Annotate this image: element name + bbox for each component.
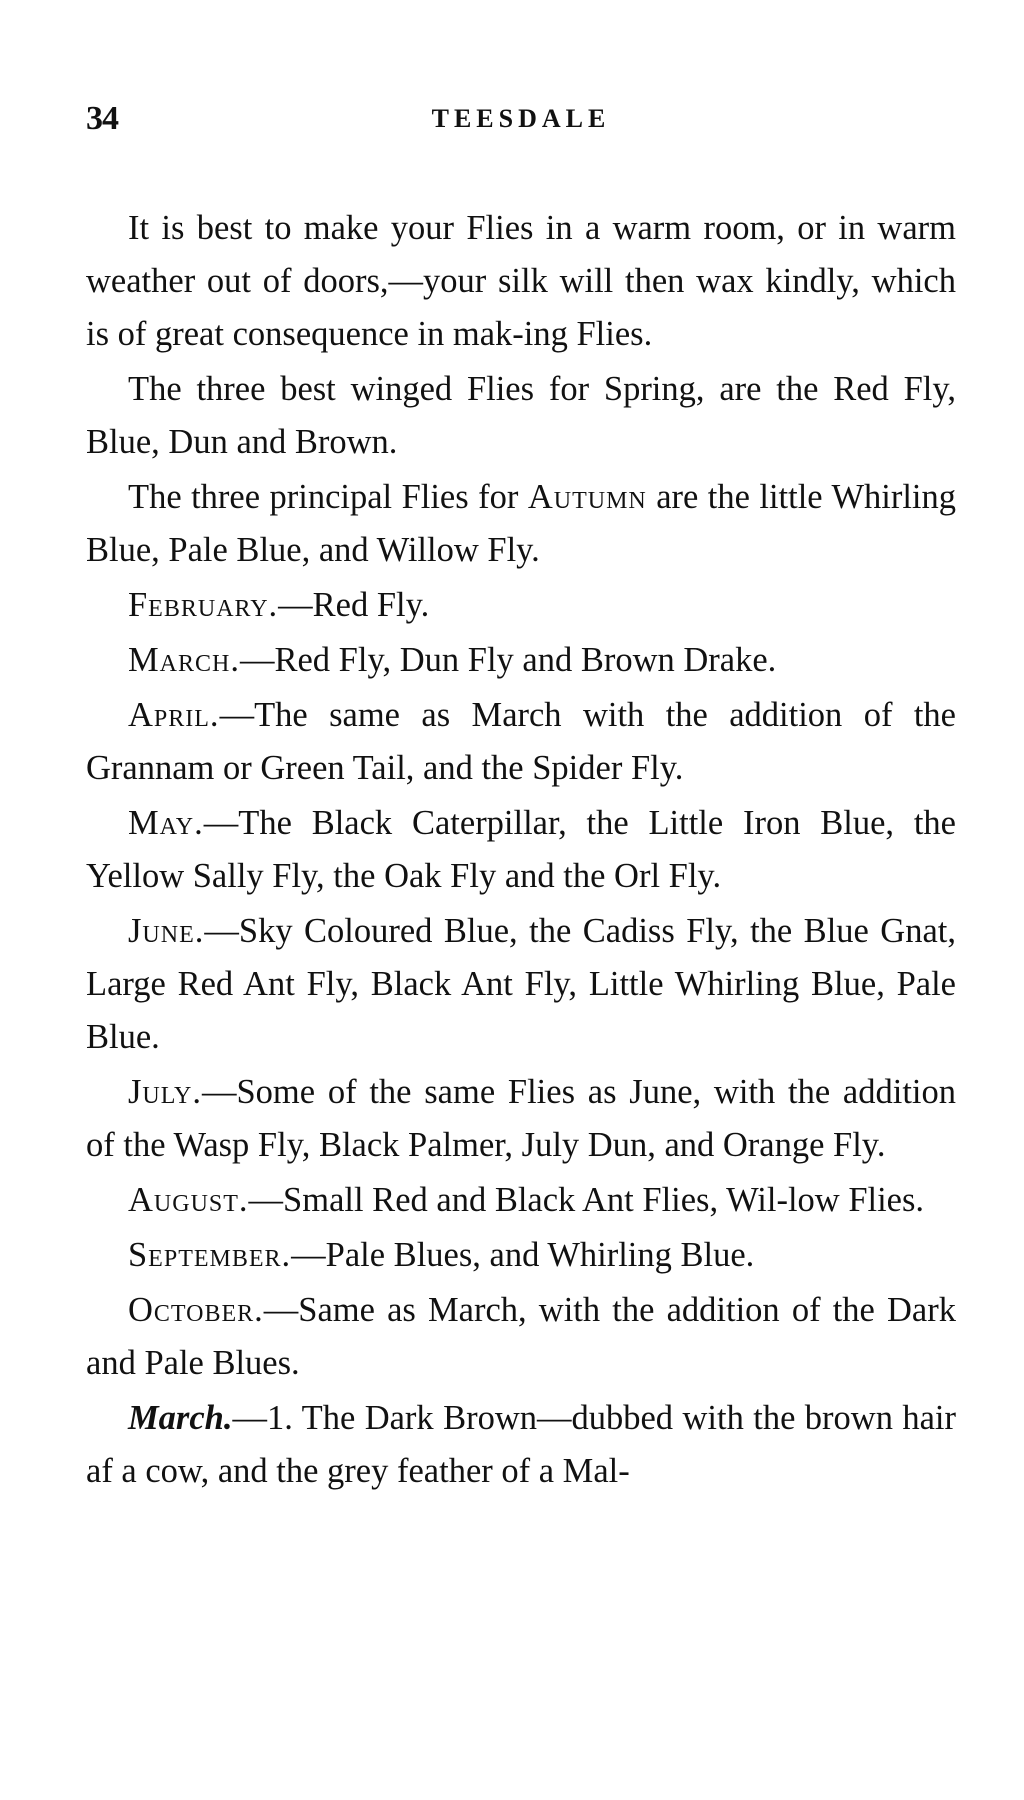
- paragraph-march-dark-brown: [86, 1392, 956, 1498]
- page-number: 34: [86, 100, 118, 137]
- paragraph-text: are the little Whirling Blue, Pale Blue, and Willow Fly.: [86, 478, 957, 569]
- paragraph-text: The three principal Flies for: [128, 478, 528, 516]
- paragraph-february: [86, 579, 956, 632]
- paragraph-text: —Some of the same Flies as June, with the addition of the Wasp Fly, Black Palmer, July Dun, and Orange Fly.: [86, 1073, 956, 1164]
- body-text: [86, 202, 956, 1498]
- paragraph-text: —Red Fly, Dun Fly and Brown Drake.: [239, 641, 777, 679]
- paragraph-july: [86, 1066, 956, 1172]
- paragraph-march: [86, 634, 956, 687]
- season-autumn: Autumn: [527, 478, 647, 516]
- month-label: February.: [128, 586, 279, 624]
- paragraph-text: —Sky Coloured Blue, the Cadiss Fly, the Blue Gnat, Large Red Ant Fly, Black Ant Fly, Little Whirling Blue, Pale Blue.: [86, 912, 956, 1056]
- month-label-italic: March.: [128, 1399, 233, 1437]
- paragraph-text: —Small Red and Black Ant Flies, Wil-low Flies.: [248, 1181, 925, 1219]
- paragraph-spring-flies: [86, 363, 956, 469]
- paragraph-autumn-flies: [86, 471, 956, 577]
- paragraph-text: It is best to make your Flies in a warm room, or in warm weather out of doors,—your silk will then wax kindly, which is of great consequence in mak-ing Flies.: [86, 209, 956, 353]
- book-page: [86, 96, 956, 1500]
- paragraph-text: The three best winged Flies for Spring, are the Red Fly, Blue, Dun and Brown.: [86, 370, 956, 461]
- month-label: October.: [128, 1291, 264, 1329]
- paragraph-text: —Pale Blues, and Whirling Blue.: [291, 1236, 755, 1274]
- month-label: July.: [128, 1073, 202, 1111]
- paragraph-text: —The same as March with the addition of the Grannam or Green Tail, and the Spider Fly.: [86, 696, 956, 787]
- paragraph-text: —The Black Caterpillar, the Little Iron Blue, the Yellow Sally Fly, the Oak Fly and the Orl Fly.: [86, 804, 956, 895]
- month-label: June.: [128, 912, 205, 950]
- paragraph-text: —Red Fly.: [278, 586, 430, 624]
- month-label: August.: [128, 1181, 249, 1219]
- running-head: [86, 96, 956, 156]
- month-label: May.: [128, 804, 204, 842]
- paragraph-may: [86, 797, 956, 903]
- paragraph-warm-room: [86, 202, 956, 361]
- paragraph-august: [86, 1174, 956, 1227]
- paragraph-text: —Same as March, with the addition of the Dark and Pale Blues.: [86, 1291, 956, 1382]
- month-label: September.: [128, 1236, 292, 1274]
- paragraph-text: —1. The Dark Brown—dubbed with the brown hair af a cow, and the grey feather of a Mal-: [86, 1399, 956, 1490]
- running-title: TEESDALE: [431, 104, 611, 133]
- month-label: March.: [128, 641, 240, 679]
- month-label: April.: [128, 696, 220, 734]
- paragraph-october: [86, 1284, 956, 1390]
- paragraph-september: [86, 1229, 956, 1282]
- paragraph-april: [86, 689, 956, 795]
- paragraph-june: [86, 905, 956, 1064]
